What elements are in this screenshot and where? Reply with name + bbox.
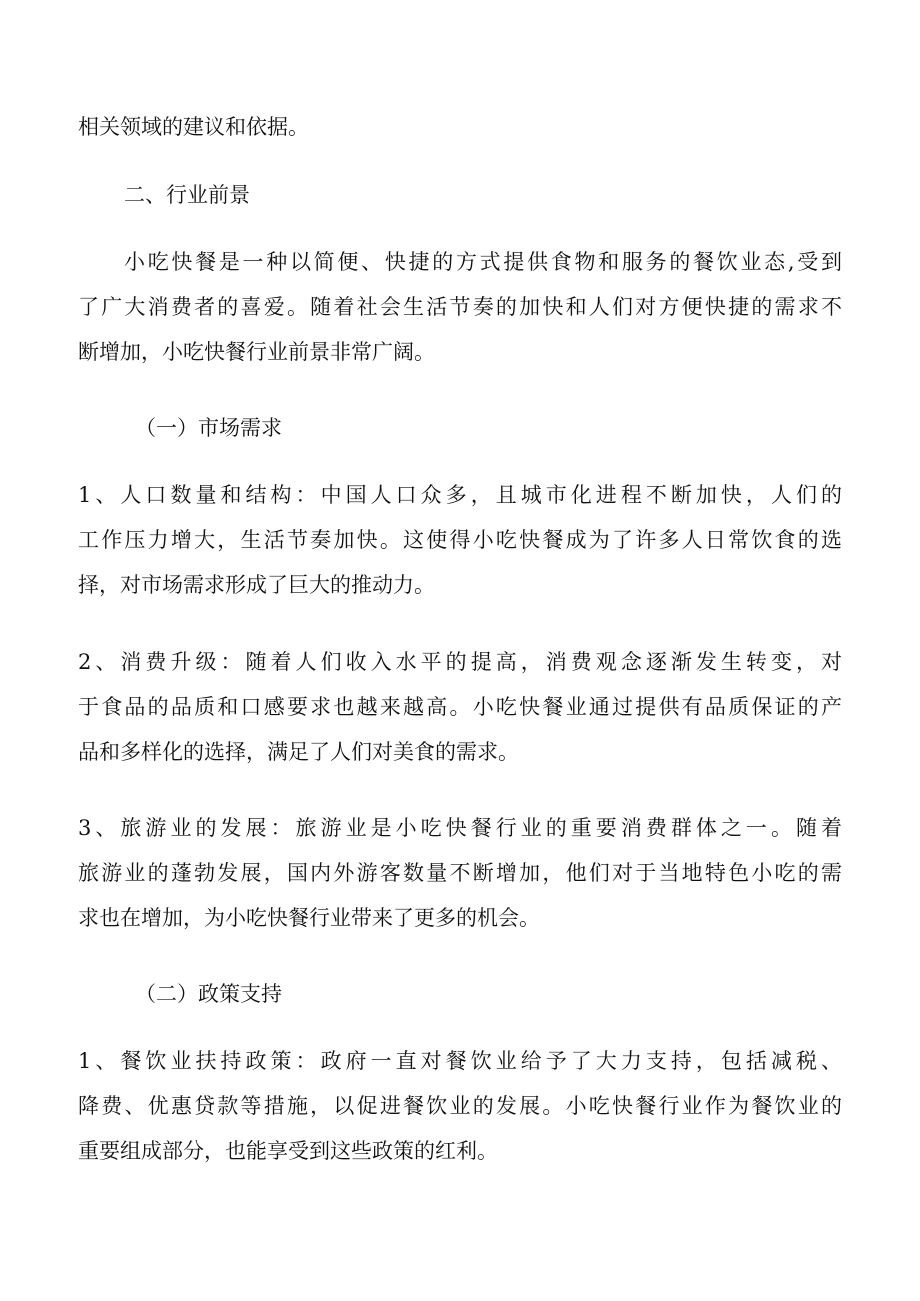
paragraph-line: 品和多样化的选择，满足了人们对美食的需求。 (78, 740, 519, 764)
paragraph-line: 择，对市场需求形成了巨大的推动力。 (78, 573, 435, 597)
subheading-policy-support: （二）政策支持 (135, 982, 282, 1006)
paragraph-line: 3、旅游业的发展：旅游业是小吃快餐行业的重要消费群体之一。随着 (78, 816, 842, 840)
paragraph-line: 了广大消费者的喜爱。随着社会生活节奏的加快和人们对方便快捷的需求不 (78, 295, 842, 319)
paragraph-line: 旅游业的蓬勃发展，国内外游客数量不断增加，他们对于当地特色小吃的需 (78, 861, 842, 885)
paragraph-line: 求也在增加，为小吃快餐行业带来了更多的机会。 (78, 906, 540, 930)
paragraph-line: 1、人口数量和结构：中国人口众多，且城市化进程不断加快，人们的 (78, 483, 842, 507)
paragraph-line: 断增加，小吃快餐行业前景非常广阔。 (78, 340, 435, 364)
paragraph-line: 2、消费升级：随着人们收入水平的提高，消费观念逐渐发生转变，对 (78, 650, 842, 674)
paragraph-line: 工作压力增大，生活节奏加快。这使得小吃快餐成为了许多人日常饮食的选 (78, 528, 842, 552)
paragraph-line: 小吃快餐是一种以简便、快捷的方式提供食物和服务的餐饮业态,受到 (124, 250, 842, 274)
paragraph-line: 降费、优惠贷款等措施，以促进餐饮业的发展。小吃快餐行业作为餐饮业的 (78, 1094, 842, 1118)
paragraph-line: 重要组成部分，也能享受到这些政策的红利。 (78, 1139, 498, 1163)
paragraph-tail-line: 相关领域的建议和依据。 (78, 115, 309, 139)
paragraph-line: 1、餐饮业扶持政策：政府一直对餐饮业给予了大力支持，包括减税、 (78, 1049, 842, 1073)
subheading-market-demand: （一）市场需求 (135, 416, 282, 440)
paragraph-line: 于食品的品质和口感要求也越来越高。小吃快餐业通过提供有品质保证的产 (78, 695, 842, 719)
section-heading-industry-outlook: 二、行业前景 (124, 183, 250, 207)
